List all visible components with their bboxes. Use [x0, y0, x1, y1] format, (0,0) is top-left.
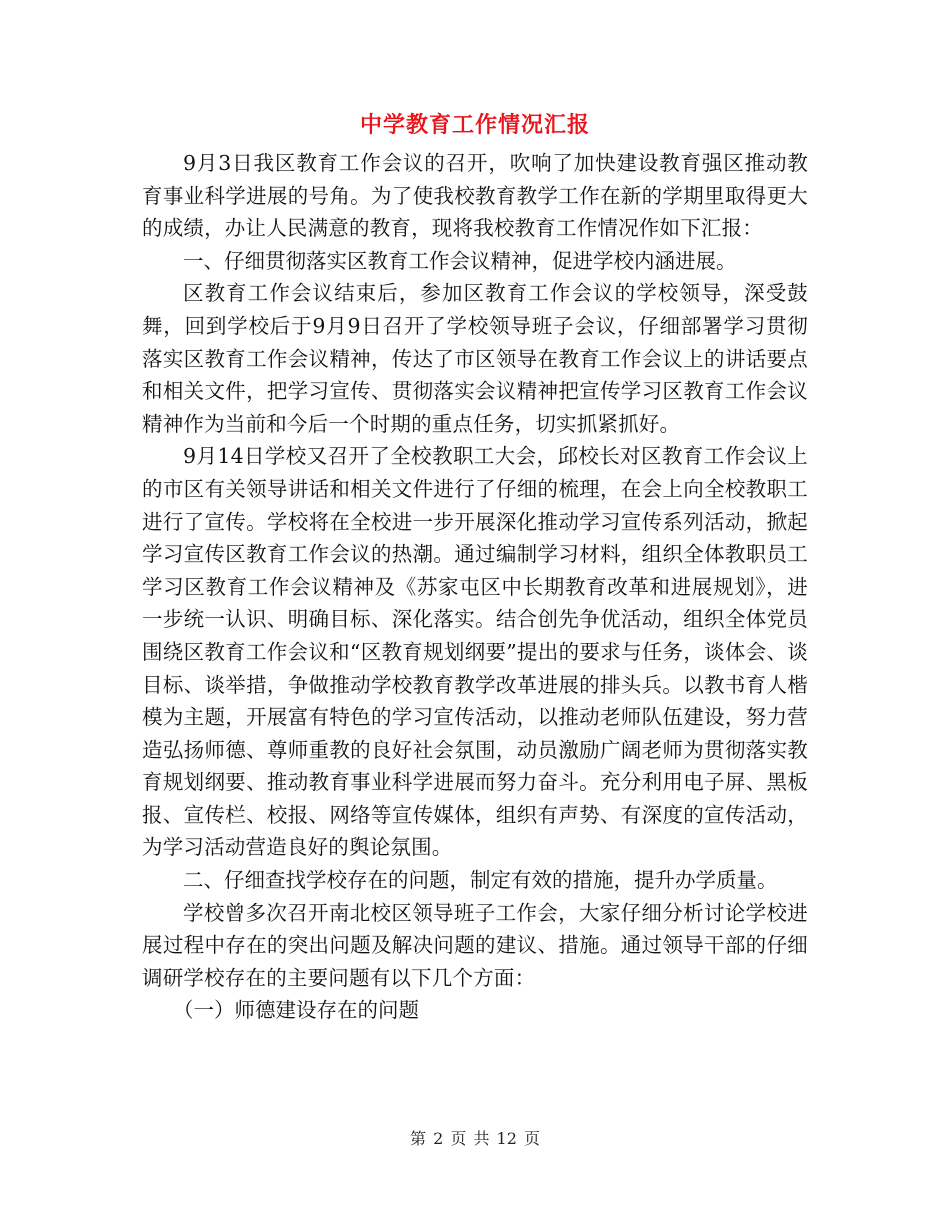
page-number-footer: 第 2 页 共 12 页: [410, 1129, 540, 1148]
paragraph-section-2: 学校曾多次召开南北校区领导班子工作会，大家仔细分析讨论学校进展过程中存在的突出问题及解决问题的建议、措施。通过领导干部的仔细调研学校存在的主要问题有以下几个方面：: [142, 900, 808, 990]
paragraph-intro: 9月3日我区教育工作会议的召开，吹响了加快建设教育强区推动教育事业科学进展的号角。为了使我校教育教学工作在新的学期里取得更大的成绩，办让人民满意的教育，现将我校教育工作情况作如下汇报：: [142, 151, 808, 241]
document-title: 中学教育工作情况汇报: [359, 112, 590, 138]
paragraph-section-1a: 区教育工作会议结束后，参加区教育工作会议的学校领导，深受鼓舞，回到学校后于9月9日召开了学校领导班子会议，仔细部署学习贯彻落实区教育工作会议精神，传达了市区领导在教育工作会议上的讲话要点和相关文件，把学习宣传、贯彻落实会议精神把宣传学习区教育工作会议精神作为当前和今后一个时期的重点任务，切实抓紧抓好。: [142, 281, 808, 436]
section-heading-2: 二、仔细查找学校存在的问题，制定有效的措施，提升办学质量。: [183, 868, 778, 893]
paragraph-section-1b: 9月14日学校又召开了全校教职工大会，邱校长对区教育工作会议上的市区有关领导讲话和相关文件进行了仔细的梳理，在会上向全校教职工进行了宣传。学校将在全校进一步开展深化推动学习宣传系列活动，掀起学习宣传区教育工作会议的热潮。通过编制学习材料，组织全体教职员工学习区教育工作会议精神及《苏家屯区中长期教育改革和进展规划》，进一步统一认识、明确目标、深化落实。结合创先争优活动，组织全体党员围绕区教育工作会议和“区教育规划纲要”提出的要求与任务，谈体会、谈目标、谈举措，争做推动学校教育教学改革进展的排头兵。以教书育人楷模为主题，开展富有特色的学习宣传活动，以推动老师队伍建设，努力营造弘扬师德、尊师重教的良好社会氛围，动员激励广阔老师为贯彻落实教育规划纲要、推动教育事业科学进展而努力奋斗。充分利用电子屏、黑板报、宣传栏、校报、网络等宣传媒体，组织有声势、有深度的宣传活动，为学习活动营造良好的舆论氛围。: [142, 444, 808, 860]
subsection-heading-1: （一）师德建设存在的问题: [173, 998, 419, 1023]
document-body: [142, 147, 808, 1027]
section-heading-1: 一、仔细贯彻落实区教育工作会议精神，促进学校内涵进展。: [183, 248, 737, 273]
